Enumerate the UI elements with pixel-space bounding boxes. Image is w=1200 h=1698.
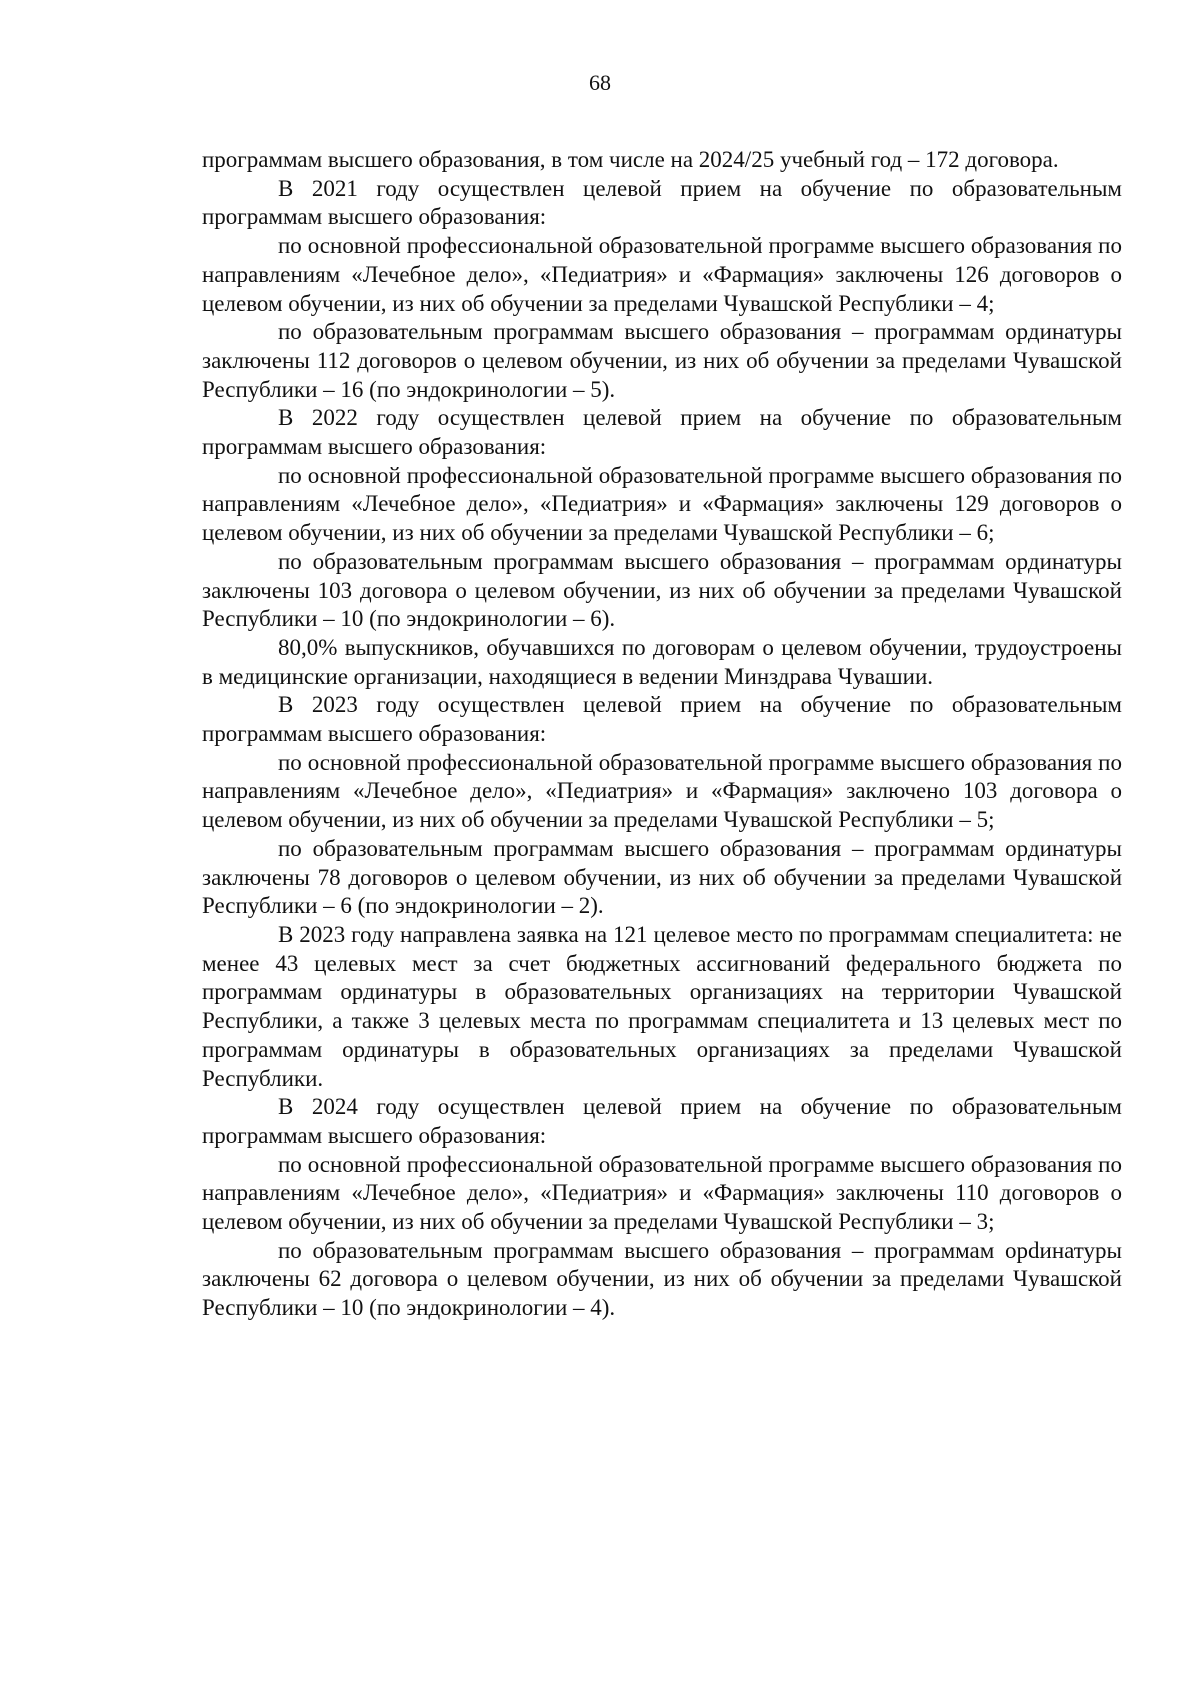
document-body — [202, 146, 1122, 1323]
paragraph: В 2022 году осуществлен целевой прием на обучение по образовательным программам высшего образования: — [202, 405, 1122, 460]
paragraph: В 2023 году осуществлен целевой прием на обучение по образовательным программам высшего образования: — [202, 692, 1122, 747]
paragraph: программам высшего образования, в том числе на 2024/25 учебный год – 172 договора. — [202, 147, 1059, 172]
paragraph: 80,0% выпускников, обучавшихся по договорам о целевом обучении, трудоустроены в медицинские организации, находящиеся в ведении Минздрава Чувашии. — [202, 634, 1122, 689]
paragraph: по образовательным программам высшего образования – программам ординатуры заключены 112 договоров о целевом обучении, из них об обучении за пределами Чувашской Республики – 16 (по эндокринологии – 5). — [202, 319, 1122, 402]
paragraph: В 2024 году осуществлен целевой прием на обучение по образовательным программам высшего образования: — [202, 1094, 1122, 1148]
paragraph: В 2021 году осуществлен целевой прием на обучение по образовательным программам высшего образования: — [202, 175, 1122, 230]
paragraph: по образовательным программам высшего образования – программам орdинатуры заключены 62 договора о целевом обучении, из них об обучении за пределами Чувашской Республики – 10 (по эндокринологии – 4). — [202, 1237, 1122, 1321]
paragraph: по основной профессиональной образовательной программе высшего образования по направлениям «Лечебное дело», «Педиатрия» и «Фармация» заключены 129 договоров о целевом обучении, из них об обучении за пределами Чувашской Республики – 6; — [202, 462, 1122, 546]
paragraph: по основной профессиональной образовательной программе высшего образования по направлениям «Лечебное дело», «Педиатрия» и «Фармация» заключены 126 договоров о целевом обучении, из них об обучении за пределами Чувашской Республики – 4; — [202, 233, 1122, 316]
paragraph: В 2023 году направлена заявка на 121 целевое место по программам специалитета: не менее 43 целевых мест за счет бюджетных ассигнований федерального бюджета по программам ординатуры в образовательных организациях на территории Чувашской Республики, а также 3 целевых места по программам специалитета и 13 целевых мест по программам ординатуры в образовательных организациях за пределами Чувашской Республики. — [202, 921, 1122, 1091]
paragraph: по основной профессиональной образовательной программе высшего образования по направлениям «Лечебное дело», «Педиатрия» и «Фармация» заключено 103 договора о целевом обучении, из них об обучении за пределами Чувашской Республики – 5; — [202, 749, 1122, 833]
paragraph: по образовательным программам высшего образования – программам ординатуры заключены 103 договора о целевом обучении, из них об обучении за пределами Чувашской Республики – 10 (по эндокринологии – 6). — [202, 548, 1122, 632]
paragraph: по образовательным программам высшего образования – программам ординатуры заключены 78 договоров о целевом обучении, из них об обучении за пределами Чувашской Республики – 6 (по эндокринологии – 2). — [202, 835, 1122, 919]
page-number: 68 — [589, 70, 611, 95]
paragraph: по основной профессиональной образовательной программе высшего образования по направлениям «Лечебное дело», «Педиатрия» и «Фармация» заключены 110 договоров о целевом обучении, из них об обучении за пределами Чувашской Республики – 3; — [202, 1151, 1122, 1235]
